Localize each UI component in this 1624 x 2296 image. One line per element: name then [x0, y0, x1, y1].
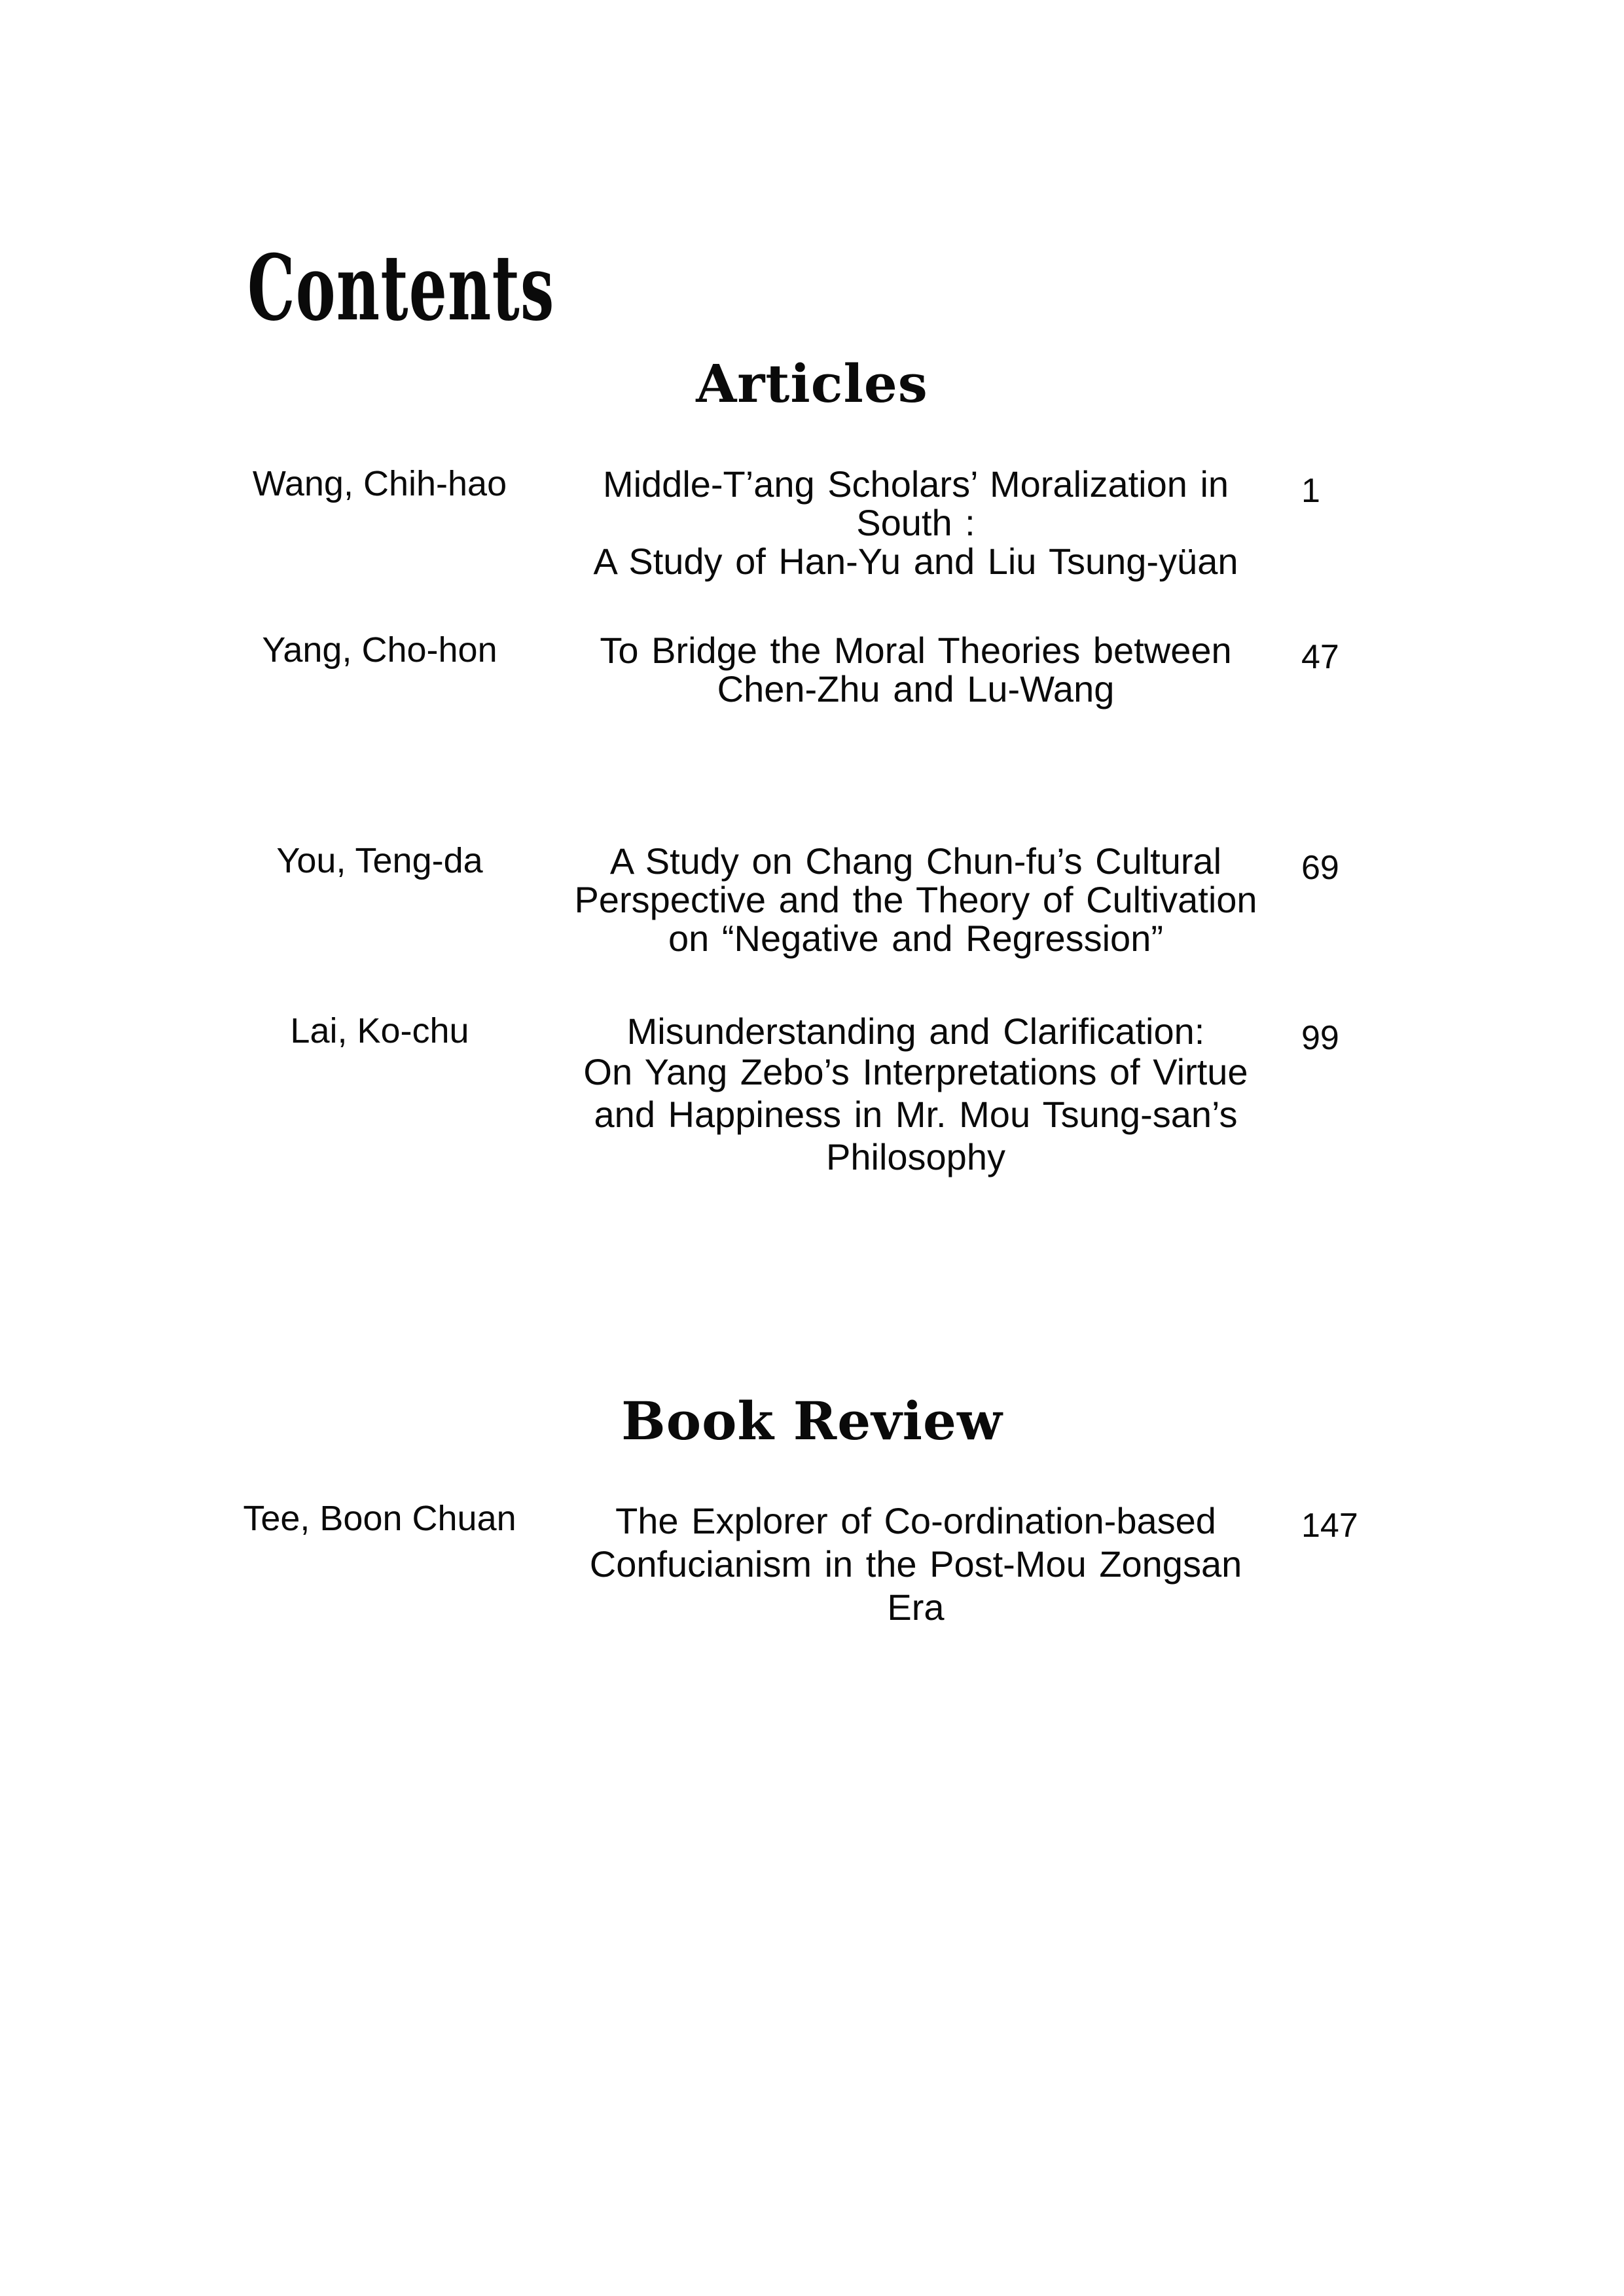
page-number: 99 [1301, 1019, 1339, 1057]
section-heading-articles: Articles [696, 353, 928, 414]
title-line: on “Negative and Regression” [668, 918, 1163, 959]
title-line: Chen-Zhu and Lu-Wang [717, 668, 1115, 709]
author-name: Wang, Chih-hao [252, 464, 507, 503]
page-number: 147 [1301, 1507, 1358, 1545]
title-line: On Yang Zebo’s Interpretations of Virtue [583, 1051, 1248, 1092]
page-number: 69 [1301, 849, 1339, 887]
article-title [568, 1012, 1263, 1178]
title-line: Middle-T’ang Scholars’ Moralization in [602, 463, 1229, 505]
article-title [568, 842, 1263, 958]
title-line: Era [887, 1587, 945, 1628]
title-line: and Happiness in Mr. Mou Tsung-san’s [594, 1094, 1238, 1135]
page-number: 47 [1301, 638, 1339, 676]
title-line: Perspective and the Theory of Cultivation [574, 879, 1257, 920]
page-number: 1 [1301, 472, 1320, 510]
page-title: Contents [247, 234, 555, 341]
article-title [568, 631, 1263, 708]
article-title [568, 465, 1263, 581]
title-line: The Explorer of Co-ordination-based [615, 1500, 1216, 1541]
author-name: Tee, Boon Chuan [243, 1499, 516, 1538]
article-subtitle [568, 1050, 1263, 1178]
author-name: Lai, Ko-chu [290, 1011, 469, 1050]
title-line: South : [856, 502, 975, 543]
title-line: A Study of Han-Yu and Liu Tsung-yüan [593, 541, 1238, 582]
title-line: To Bridge the Moral Theories between [600, 630, 1232, 671]
article-title [568, 1499, 1263, 1629]
title-line: Philosophy [826, 1136, 1005, 1177]
section-heading-book-review: Book Review [621, 1390, 1003, 1452]
title-line: Misunderstanding and Clarification: [626, 1011, 1205, 1052]
author-name: Yang, Cho-hon [262, 630, 497, 670]
title-line: A Study on Chang Chun-fu’s Cultural [609, 840, 1222, 882]
author-name: You, Teng-da [276, 841, 483, 880]
title-line: Confucianism in the Post-Mou Zongsan [589, 1543, 1242, 1585]
